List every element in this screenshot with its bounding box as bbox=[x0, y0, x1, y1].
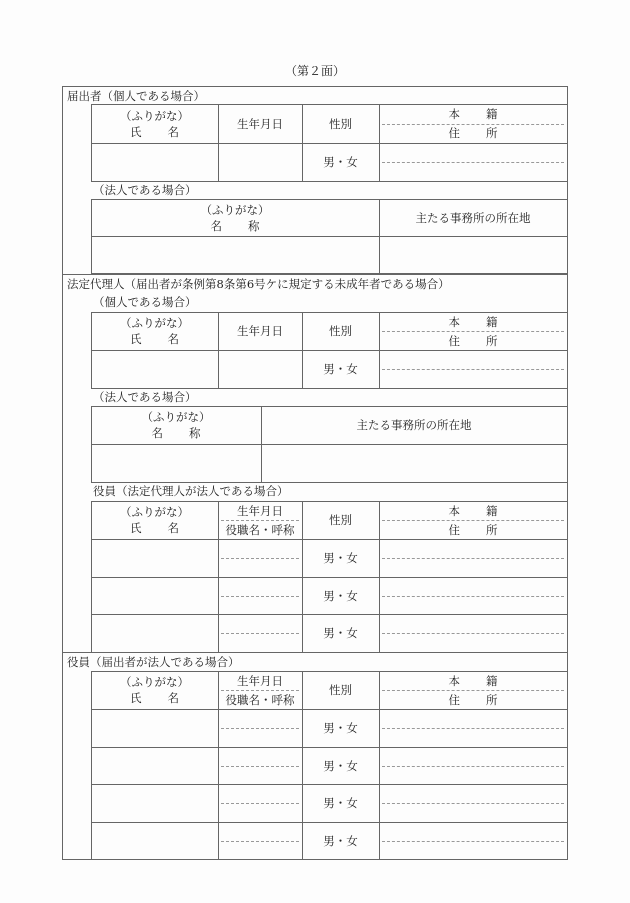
gender-select[interactable] bbox=[302, 614, 379, 652]
address-input[interactable] bbox=[379, 803, 567, 822]
position-title-header: 役職名・呼称 bbox=[225, 522, 295, 537]
label-part: 名 bbox=[167, 124, 179, 139]
honseki-input[interactable] bbox=[379, 143, 567, 162]
gender-options[interactable]: 男・女 bbox=[323, 155, 358, 169]
label-part: 氏 bbox=[130, 124, 142, 139]
birthdate-header: 生年月日 bbox=[237, 503, 283, 518]
gender-select[interactable] bbox=[302, 539, 379, 577]
office-header-cell bbox=[261, 406, 567, 444]
gender-options[interactable]: 男・女 bbox=[323, 758, 358, 773]
honseki-input[interactable] bbox=[379, 822, 567, 841]
name-input[interactable] bbox=[91, 747, 218, 784]
honseki-header-cell bbox=[379, 312, 567, 331]
gender-options[interactable]: 男・女 bbox=[323, 551, 358, 565]
applicant-individual-column-line bbox=[567, 104, 568, 181]
furigana-label: （ふりがな） bbox=[120, 108, 189, 123]
name-header bbox=[91, 501, 218, 539]
gender-select[interactable] bbox=[302, 143, 379, 181]
gender-header-cell bbox=[302, 671, 379, 709]
birthdate-header-cell bbox=[218, 671, 302, 690]
office-location-input[interactable] bbox=[379, 236, 567, 273]
corp-name-header bbox=[91, 199, 379, 236]
address-input[interactable] bbox=[379, 558, 567, 577]
label-part: 称 bbox=[189, 426, 201, 440]
label-part: 籍 bbox=[486, 314, 498, 329]
label-part: 本 bbox=[448, 314, 460, 329]
officers-row-line bbox=[91, 859, 567, 860]
birthdate-header: 生年月日 bbox=[237, 116, 283, 131]
address-input[interactable] bbox=[379, 728, 567, 747]
label-part: 籍 bbox=[486, 106, 498, 121]
position-input[interactable] bbox=[218, 633, 302, 652]
position-input[interactable] bbox=[218, 558, 302, 577]
gender-header: 性別 bbox=[329, 683, 352, 697]
birthdate-input[interactable] bbox=[218, 350, 302, 388]
rep-officers-column-line bbox=[567, 501, 568, 652]
address-header-cell bbox=[379, 331, 567, 350]
gender-options[interactable]: 男・女 bbox=[323, 626, 358, 640]
office-header-cell bbox=[379, 199, 567, 236]
label-part: 名 bbox=[167, 691, 179, 705]
address-input[interactable] bbox=[379, 369, 567, 388]
gender-select[interactable] bbox=[302, 577, 379, 614]
address-input[interactable] bbox=[379, 633, 567, 652]
honseki-input[interactable] bbox=[379, 577, 567, 596]
gender-header: 性別 bbox=[329, 324, 352, 338]
furigana-label: （ふりがな） bbox=[120, 505, 189, 519]
birthdate-input[interactable] bbox=[218, 614, 302, 633]
page-title: （第２面） bbox=[284, 64, 345, 78]
address-header-cell bbox=[379, 690, 567, 709]
label-part: 住 bbox=[448, 692, 460, 707]
section-title-legal-representative: 法定代理人（届出者が条例第8条第6号ケに規定する未成年者である場合） bbox=[67, 277, 450, 291]
label-part: 所 bbox=[486, 126, 498, 141]
birthdate-header-cell bbox=[218, 501, 302, 520]
birthdate-header-cell bbox=[218, 312, 302, 350]
label-part: 所 bbox=[486, 522, 498, 537]
subsection-officers-label: 役員（法定代理人が法人である場合） bbox=[93, 484, 289, 498]
position-input[interactable] bbox=[218, 728, 302, 747]
address-input[interactable] bbox=[379, 596, 567, 615]
gender-header-cell bbox=[302, 312, 379, 350]
label-part: 氏 bbox=[130, 521, 142, 535]
office-location-header: 主たる事務所の所在地 bbox=[356, 418, 472, 432]
honseki-header-cell bbox=[379, 671, 567, 690]
name-input[interactable] bbox=[91, 709, 218, 747]
name-input[interactable] bbox=[91, 822, 218, 859]
name-input[interactable] bbox=[91, 143, 218, 181]
honseki-header-cell bbox=[379, 501, 567, 520]
gender-options[interactable]: 男・女 bbox=[323, 796, 358, 810]
gender-header-cell bbox=[302, 501, 379, 539]
officers-column-line bbox=[567, 671, 568, 859]
honseki-input[interactable] bbox=[379, 747, 567, 766]
address-input[interactable] bbox=[379, 766, 567, 785]
furigana-label: （ふりがな） bbox=[200, 202, 270, 217]
label-part: 所 bbox=[486, 692, 498, 707]
furigana-label: （ふりがな） bbox=[120, 316, 189, 330]
name-input[interactable] bbox=[91, 539, 218, 577]
subsection-corp-label: （法人である場合） bbox=[93, 390, 197, 404]
label-part: 称 bbox=[248, 218, 260, 233]
corp-name-input[interactable] bbox=[91, 444, 261, 482]
office-location-input[interactable] bbox=[261, 444, 567, 482]
position-input[interactable] bbox=[218, 596, 302, 615]
name-input[interactable] bbox=[91, 614, 218, 652]
label-part: 所 bbox=[486, 333, 498, 348]
address-header-cell bbox=[379, 520, 567, 539]
gender-header: 性別 bbox=[329, 513, 352, 527]
gender-options[interactable]: 男・女 bbox=[323, 833, 358, 848]
honseki-input[interactable] bbox=[379, 539, 567, 558]
rep-corp-column-line bbox=[567, 406, 568, 482]
label-part: 名 bbox=[167, 521, 179, 535]
label-part: 本 bbox=[448, 503, 460, 518]
address-input[interactable] bbox=[379, 162, 567, 181]
gender-select[interactable] bbox=[302, 747, 379, 784]
label-part: 氏 bbox=[130, 691, 142, 705]
section-title-officers: 役員（届出者が法人である場合） bbox=[67, 655, 240, 669]
gender-options[interactable]: 男・女 bbox=[323, 588, 358, 603]
gender-select[interactable] bbox=[302, 709, 379, 747]
birthdate-input[interactable] bbox=[218, 143, 302, 181]
label-part: 住 bbox=[448, 126, 460, 141]
name-input[interactable] bbox=[91, 350, 218, 388]
position-title-header: 役職名・呼称 bbox=[225, 692, 295, 707]
birthdate-header-cell bbox=[218, 104, 302, 143]
honseki-input[interactable] bbox=[379, 350, 567, 369]
label-part: 籍 bbox=[486, 673, 498, 688]
label-part: 本 bbox=[448, 106, 460, 121]
rep-individual-column-line bbox=[567, 312, 568, 388]
label-part: 名 bbox=[167, 332, 179, 346]
label-part: 籍 bbox=[486, 503, 498, 518]
position-input[interactable] bbox=[218, 841, 302, 860]
birthdate-input[interactable] bbox=[218, 577, 302, 596]
gender-header-cell bbox=[302, 104, 379, 143]
label-part: 本 bbox=[448, 673, 460, 688]
gender-select[interactable] bbox=[302, 822, 379, 859]
position-input[interactable] bbox=[218, 766, 302, 785]
furigana-label: （ふりがな） bbox=[120, 675, 189, 689]
subsection-individual-label: （個人である場合） bbox=[93, 295, 197, 309]
name-header bbox=[91, 671, 218, 709]
honseki-input[interactable] bbox=[379, 709, 567, 728]
applicant-corp-column-line bbox=[567, 199, 568, 273]
address-header-cell bbox=[379, 124, 567, 144]
gender-options[interactable]: 男・女 bbox=[323, 362, 358, 376]
corp-name-header bbox=[91, 406, 261, 444]
gender-select[interactable] bbox=[302, 784, 379, 822]
birthdate-header: 生年月日 bbox=[237, 324, 283, 338]
name-header bbox=[91, 104, 218, 143]
name-header bbox=[91, 312, 218, 350]
honseki-header-cell bbox=[379, 104, 567, 124]
label-part: 氏 bbox=[130, 332, 142, 346]
gender-options[interactable]: 男・女 bbox=[323, 721, 358, 735]
position-input[interactable] bbox=[218, 803, 302, 822]
birthdate-input[interactable] bbox=[218, 539, 302, 558]
gender-header: 性別 bbox=[329, 116, 352, 131]
label-part: 住 bbox=[448, 522, 460, 537]
section-title-applicant: 届出者（個人である場合） bbox=[67, 89, 205, 103]
name-input[interactable] bbox=[91, 784, 218, 822]
label-part: 住 bbox=[448, 333, 460, 348]
birthdate-input[interactable] bbox=[218, 822, 302, 841]
furigana-label: （ふりがな） bbox=[141, 410, 211, 424]
office-location-header: 主たる事務所の所在地 bbox=[415, 210, 531, 225]
position-header-cell bbox=[218, 520, 302, 539]
birthdate-input[interactable] bbox=[218, 747, 302, 766]
birthdate-header: 生年月日 bbox=[237, 673, 283, 688]
subsection-corp-label: （法人である場合） bbox=[93, 183, 197, 197]
birthdate-input[interactable] bbox=[218, 709, 302, 728]
honseki-input[interactable] bbox=[379, 784, 567, 803]
honseki-input[interactable] bbox=[379, 614, 567, 633]
corp-name-input[interactable] bbox=[91, 236, 379, 273]
gender-select[interactable] bbox=[302, 350, 379, 388]
label-part: 名 bbox=[151, 426, 163, 440]
label-part: 名 bbox=[210, 218, 222, 233]
address-input[interactable] bbox=[379, 841, 567, 860]
position-header-cell bbox=[218, 690, 302, 709]
birthdate-input[interactable] bbox=[218, 784, 302, 803]
name-input[interactable] bbox=[91, 577, 218, 614]
